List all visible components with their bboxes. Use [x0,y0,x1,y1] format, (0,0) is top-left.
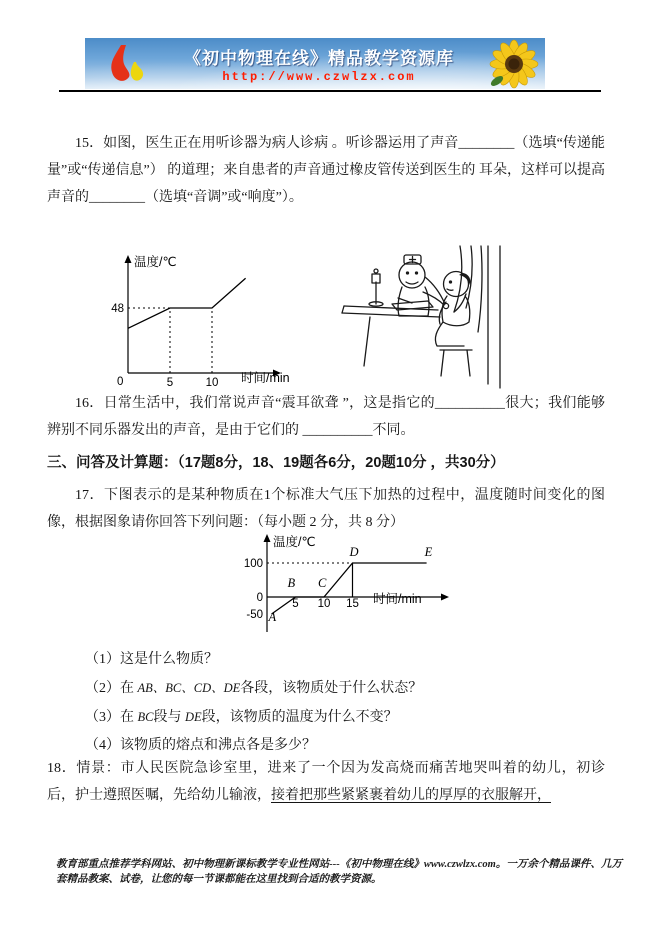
svg-text:15: 15 [346,598,359,610]
question-17-subquestions [85,646,555,760]
q17-sub-1-text: （1）这是什么物质？ [85,652,218,667]
q18-normal-text: 18．情景：市人民医院急诊室里，进来了一个因为发高烧而痛苦地哭叫着的幼儿，初诊后，护士遵照医嘱，先给幼儿输液， [47,761,605,803]
q17-sub-4-text: （4）该物质的熔点和沸点各是多少？ [85,738,316,753]
svg-text:0: 0 [117,376,124,388]
banner-text-block [153,44,485,84]
question-18-text [47,755,605,809]
site-logo-icon [105,42,153,86]
section-3-heading: 三、问答及计算题：（17题8分，18、19题各6分，20题10分 ，共30分） [47,455,505,471]
site-banner [85,38,545,89]
svg-text:5: 5 [292,598,299,610]
phase-change-chart-q17 [232,533,472,648]
question-15-text: 15．如图，医生正在用听诊器为病人诊病 。听诊器运用了声音________（选填“传递能量”或“传递信息”） 的道理；来自患者的声音通过橡皮管传送到医生的 耳朵，这样可以提高声音的________（选填“音调”或“响度”）。 [47,136,605,205]
sunflower-icon [485,39,539,89]
q18-underlined-text: 接着把那些紧紧裹着幼儿的厚厚的衣服解开， [271,788,551,803]
banner-url: http://www.czwlzx.com [222,69,416,84]
svg-text:0: 0 [256,592,263,604]
question-16-text: 16．日常生活中，我们常说声音“震耳欲聋 ”，这是指它的__________很大；我们能够辨别不同乐器发出的声音，是由于它们的 __________不同。 [47,396,605,438]
svg-text:B: B [287,576,296,590]
svg-text:48: 48 [111,303,124,316]
q17-sub-1 [85,646,555,674]
q17-sub-2: （2）在 AB、BC、CD、DE各段，该物质处于什么状态？ [85,681,423,696]
question-17-text: 17．下图表示的是某种物质在1个标准大气压下加热的过程中，温度随时间变化的图像，根据图象请你回答下列问题：（每小题 2 分，共 8 分） [47,488,605,530]
svg-text:C: C [318,576,327,590]
footer-promo-text: 教育部重点推荐学科网站、初中物理新课标教学专业性网站---《初中物理在线》www.czwlzx.com。一万余个精品课件、几万套精品教案、试卷，让您的每一节课都能在这里找到合适的教学资源。 [56,859,622,885]
header-divider [59,90,601,92]
svg-text:10: 10 [205,377,219,389]
svg-text:10: 10 [317,598,331,610]
heating-curve-chart-q15 [103,252,308,392]
svg-text:温度/℃: 温度/℃ [134,255,177,269]
svg-text:时间/min: 时间/min [241,371,290,385]
segment-labels-italic: AB、BC、CD、DE [137,681,241,695]
segment-label-bc-italic: BC [137,710,154,724]
svg-text:-50: -50 [246,609,263,621]
svg-text:A: A [268,610,277,624]
q17-sub-3: （3）在 BC段与 DE段，该物质的温度为什么不变？ [85,710,398,725]
svg-text:D: D [349,545,359,559]
svg-text:温度/℃: 温度/℃ [273,535,316,549]
svg-text:时间/min: 时间/min [373,592,422,606]
svg-text:5: 5 [166,377,174,389]
svg-text:E: E [424,545,433,559]
segment-label-de-italic: DE [184,710,202,724]
banner-title: 《初中物理在线》精品教学资源库 [184,48,454,68]
doctor-patient-illustration [340,244,515,392]
svg-text:100: 100 [243,558,263,570]
